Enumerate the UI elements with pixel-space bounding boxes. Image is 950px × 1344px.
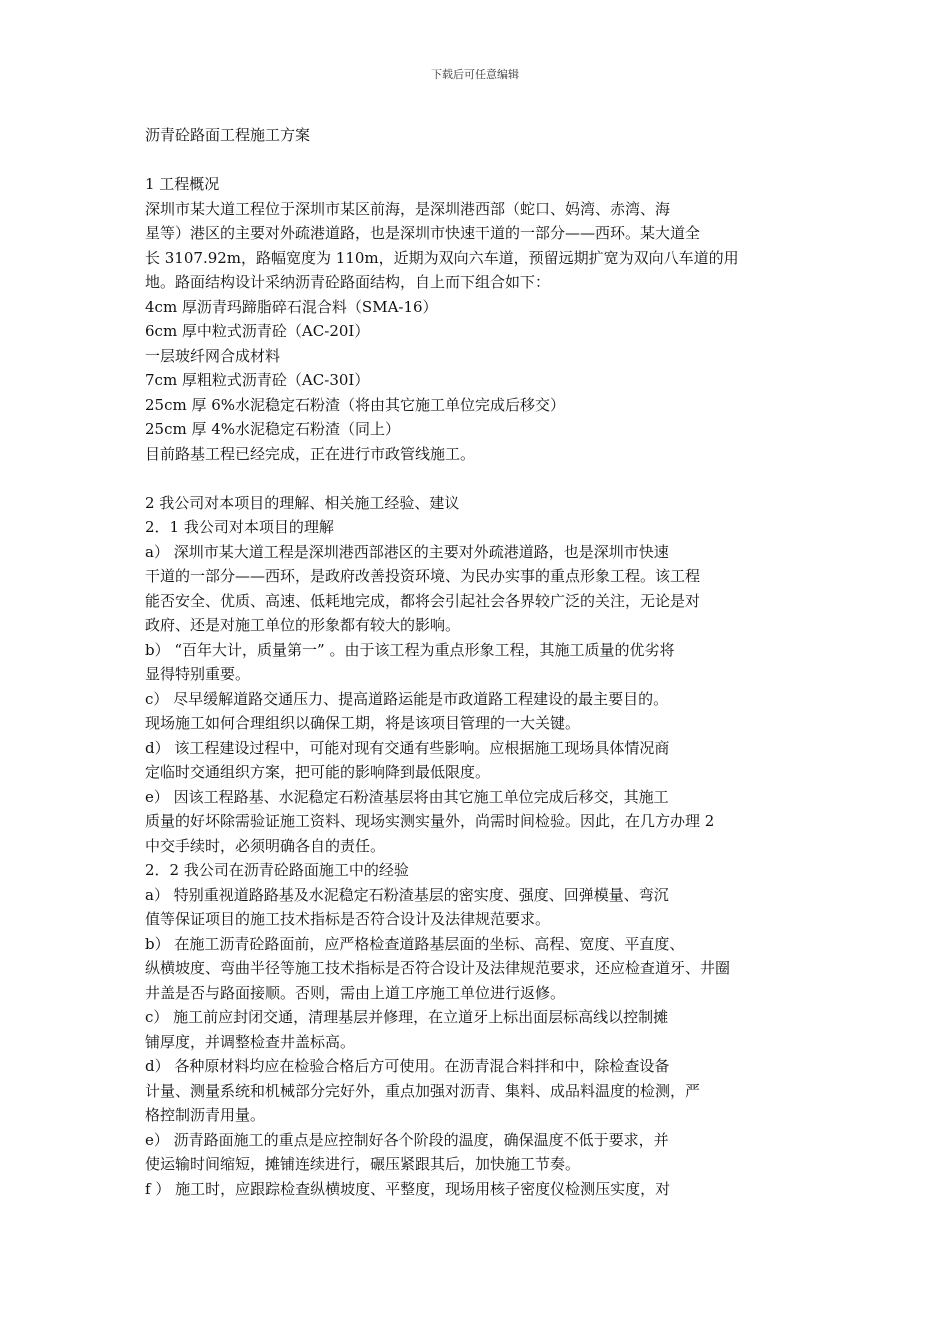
- text-line: d） 各种原材料均应在检验合格后方可使用。在沥青混合料拌和中，除检查设备: [145, 1057, 670, 1075]
- text-line: a） 深圳市某大道工程是深圳港西部港区的主要对外疏港道路，也是深圳市快速: [145, 542, 669, 561]
- page-header: 下载后可任意编辑: [431, 68, 519, 81]
- text-line: 质量的好坏除需验证施工资料、现场实测实量外，尚需时间检验。因此，在几方办理 2: [145, 812, 715, 830]
- text-line: 25cm 厚 6%水泥稳定石粉渣（将由其它施工单位完成后移交）: [145, 395, 566, 414]
- text-line: 定临时交通组织方案，把可能的影响降到最低限度。: [145, 763, 491, 781]
- text-line: a） 特别重视道路路基及水泥稳定石粉渣基层的密实度、强度、回弹模量、弯沉: [145, 885, 669, 904]
- text-line: c） 尽早缓解道路交通压力、提高道路运能是市政道路工程建设的最主要目的。: [145, 689, 669, 708]
- text-line: 2 我公司对本项目的理解、相关施工经验、建议: [145, 493, 460, 512]
- text-line: 值等保证项目的施工技术指标是否符合设计及法律规范要求。: [145, 910, 551, 928]
- text-line: 政府、还是对施工单位的形象都有较大的影响。: [145, 616, 461, 634]
- text-line: 长 3107.92m，路幅宽度为 110m，近期为双向六车道，预留远期扩宽为双向八车道的用: [145, 248, 739, 267]
- text-line: 7cm 厚粗粒式沥青砼（AC-30I）: [145, 371, 370, 389]
- text-line: 计量、测量系统和机械部分完好外，重点加强对沥青、集料、成品料温度的检测，严: [145, 1081, 701, 1100]
- text-line: 铺厚度，并调整检查井盖标高。: [145, 1032, 356, 1051]
- text-line: f ） 施工时，应跟踪检查纵横坡度、平整度，现场用核子密度仪检测压实度，对: [145, 1179, 671, 1198]
- text-line: 一层玻纤网合成材料: [145, 346, 281, 365]
- text-line: 干道的一部分——西环，是政府改善投资环境、为民办实事的重点形象工程。该工程: [145, 567, 701, 585]
- text-line: e） 因该工程路基、水泥稳定石粉渣基层将由其它施工单位完成后移交，其施工: [145, 787, 669, 806]
- blank-line: [145, 148, 805, 173]
- text-line: 4cm 厚沥青玛蹄脂碎石混合料（SMA-16）: [145, 297, 438, 316]
- text-line: 6cm 厚中粒式沥青砼（AC-20I）: [145, 322, 370, 340]
- blank-line: [145, 466, 805, 491]
- text-line: 格控制沥青用量。: [145, 1106, 266, 1124]
- text-line: 2．1 我公司对本项目的理解: [145, 518, 334, 536]
- text-line: 使运输时间缩短，摊铺连续进行，碾压紧跟其后，加快施工节奏。: [145, 1155, 581, 1173]
- text-line: 中交手续时，必须明确各自的责任。: [145, 836, 386, 855]
- text-line: d） 该工程建设过程中，可能对现有交通有些影响。应根据施工现场具体情况商: [145, 738, 670, 757]
- text-line: 井盖是否与路面接顺。否则，需由上道工序施工单位进行返修。: [145, 983, 566, 1002]
- text-line: 地。路面结构设计采纳沥青砼路面结构，自上而下组合如下：: [145, 273, 551, 291]
- text-line: b） 在施工沥青砼路面前，应严格检查道路基层面的坐标、高程、宽度、平直度、: [145, 934, 685, 953]
- text-line: 现场施工如何合理组织以确保工期，将是该项目管理的一大关键。: [145, 714, 581, 732]
- text-line: 能否安全、优质、高速、低耗地完成，都将会引起社会各界较广泛的关注，无论是对: [145, 591, 701, 610]
- text-line: b） “百年大计，质量第一” 。由于该工程为重点形象工程，其施工质量的优劣将: [145, 640, 675, 659]
- text-line: e） 沥青路面施工的重点是应控制好各个阶段的温度，确保温度不低于要求，并: [145, 1130, 669, 1149]
- text-line: 深圳市某大道工程位于深圳市某区前海，是深圳港西部（蛇口、妈湾、赤湾、海: [145, 199, 671, 218]
- text-line: 25cm 厚 4%水泥稳定石粉渣（同上）: [145, 420, 401, 438]
- text-line: 2．2 我公司在沥青砼路面施工中的经验: [145, 861, 409, 879]
- document-title: 沥青砼路面工程施工方案: [145, 126, 311, 144]
- document-body: [145, 123, 805, 1201]
- text-line: 星等）港区的主要对外疏港道路，也是深圳市快速干道的一部分——西环。某大道全: [145, 224, 701, 242]
- text-line: 纵横坡度、弯曲半径等施工技术指标是否符合设计及法律规范要求，还应检查道牙、井圈: [145, 959, 731, 977]
- text-line: c） 施工前应封闭交通，清理基层并修理，在立道牙上标出面层标高线以控制摊: [145, 1008, 669, 1026]
- text-line: 显得特别重要。: [145, 665, 251, 683]
- text-line: 1 工程概况: [145, 175, 220, 193]
- text-line: 目前路基工程已经完成，正在进行市政管线施工。: [145, 444, 476, 463]
